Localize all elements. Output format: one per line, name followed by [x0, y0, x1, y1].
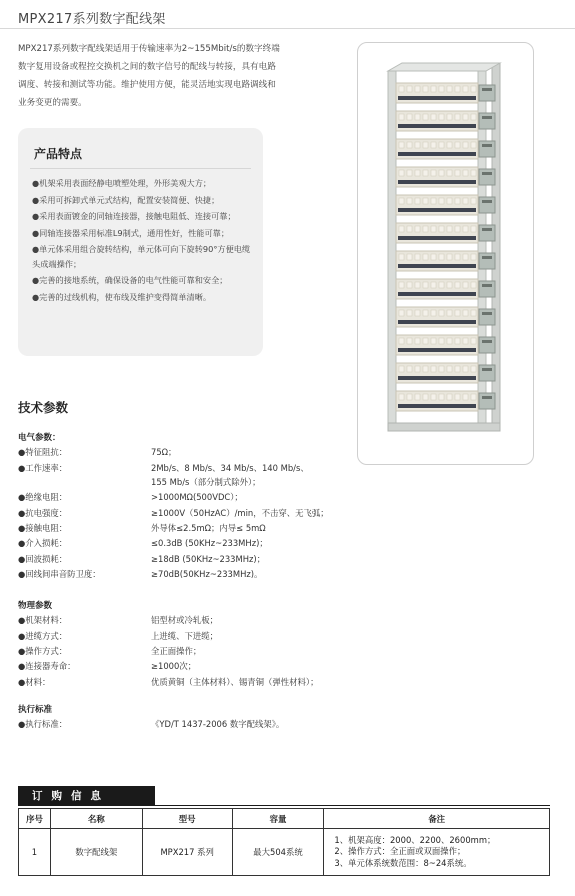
connector-slot [407, 86, 412, 92]
order-title-rule [155, 805, 550, 806]
connector-strip [398, 320, 476, 324]
column-header: 名称 [50, 809, 142, 829]
product-image-frame [357, 42, 534, 465]
connector-slot [463, 142, 468, 148]
connector-slot [455, 142, 460, 148]
connector-slot [471, 114, 476, 120]
table-header-row [19, 809, 550, 829]
rack-upright [388, 71, 396, 431]
remark-line: 1、机架高度：2000、2200、2600mm； [334, 834, 496, 845]
connector-strip [398, 348, 476, 352]
connector-slot [423, 338, 428, 344]
connector-slot [447, 254, 452, 260]
features-list [32, 176, 257, 306]
param-label: ●回线间串音防卫度： [18, 569, 101, 579]
connector-slot [415, 366, 420, 372]
connector-slot [455, 254, 460, 260]
param-value: ≥70dB(50KHz~233MHz)。 [151, 569, 263, 579]
cell-name: 数字配线架 [50, 829, 142, 876]
connector-slot [439, 114, 444, 120]
param-label: ●执行标准： [18, 719, 68, 729]
param-label: ●机架材料： [18, 615, 68, 625]
connector-slot [415, 282, 420, 288]
connector-slot [455, 86, 460, 92]
connector-slot [471, 394, 476, 400]
param-label: ●连接器寿命： [18, 661, 76, 671]
physical-params-heading: 物理参数 [18, 601, 53, 611]
intro-paragraph: MPX217系列数字配线架适用于传输速率为2~155Mbit/s的数字终端数字复用设备或程控交换机之间的数字信号的配线与转接，具有电路调度、转接和测试等功能。维护使用方便，能灵活地实现电路调线和业务变更的需要。 [18, 44, 280, 108]
connector-slot [463, 86, 468, 92]
order-table [18, 808, 550, 876]
side-module [479, 197, 495, 213]
side-module [479, 393, 495, 409]
connector-slot [439, 394, 444, 400]
features-panel [18, 128, 263, 356]
cell-model: MPX217 系列 [142, 829, 232, 876]
side-module-detail [482, 172, 492, 175]
param-value: 75Ω； [151, 447, 177, 457]
feature-item: ●完善的过线机构，使布线及维护变得简单清晰。 [32, 291, 212, 302]
connector-slot [423, 254, 428, 260]
connector-slot [471, 366, 476, 372]
order-info-title: 订购信息 [18, 786, 155, 806]
connector-slot [439, 226, 444, 232]
tech-params-title: 技术参数 [18, 400, 69, 415]
connector-slot [399, 86, 404, 92]
side-module [479, 337, 495, 353]
side-module-detail [482, 88, 492, 91]
rack-top [388, 63, 500, 71]
side-module [479, 225, 495, 241]
connector-slot [455, 226, 460, 232]
connector-slot [447, 198, 452, 204]
param-value: 155 Mb/s（部分制式除外）； [151, 477, 261, 487]
connector-slot [399, 394, 404, 400]
connector-slot [455, 338, 460, 344]
connector-slot [415, 142, 420, 148]
connector-slot [463, 282, 468, 288]
side-module [479, 309, 495, 325]
connector-slot [415, 86, 420, 92]
connector-slot [447, 282, 452, 288]
cell-index: 1 [19, 829, 51, 876]
side-module [479, 113, 495, 129]
param-value: 优质黄铜（主体材料）、锡青铜（弹性材料）； [151, 677, 319, 687]
param-value: ≥1000V（50HzAC）/min，不击穿、无飞弧； [151, 508, 329, 518]
connector-strip [398, 180, 476, 184]
connector-slot [399, 254, 404, 260]
connector-slot [439, 310, 444, 316]
connector-slot [447, 114, 452, 120]
column-header: 型号 [142, 809, 232, 829]
side-module-detail [482, 284, 492, 287]
connector-slot [399, 338, 404, 344]
connector-slot [407, 394, 412, 400]
side-module [479, 141, 495, 157]
connector-slot [471, 142, 476, 148]
connector-slot [463, 338, 468, 344]
feature-item: ●同轴连接器采用标准L9制式，通用性好，性能可靠； [32, 227, 230, 238]
electrical-params-heading: 电气参数： [18, 433, 61, 443]
connector-slot [399, 366, 404, 372]
connector-slot [415, 170, 420, 176]
connector-slot [431, 86, 436, 92]
connector-slot [439, 86, 444, 92]
connector-slot [447, 394, 452, 400]
connector-slot [399, 170, 404, 176]
feature-item: ●单元体采用组合旋转结构，单元体可向下旋转90°方便电缆头成端操作； [32, 244, 251, 269]
param-label: ●工作速率： [18, 463, 68, 473]
param-value: ≥1000次； [151, 661, 197, 671]
connector-slot [463, 366, 468, 372]
connector-slot [431, 366, 436, 372]
connector-slot [471, 338, 476, 344]
connector-slot [423, 86, 428, 92]
connector-slot [431, 394, 436, 400]
connector-slot [447, 142, 452, 148]
title-divider [0, 28, 575, 29]
side-module-detail [482, 228, 492, 231]
connector-slot [455, 170, 460, 176]
table-row [19, 829, 550, 876]
connector-slot [471, 282, 476, 288]
connector-slot [407, 226, 412, 232]
side-module-detail [482, 396, 492, 399]
connector-slot [399, 198, 404, 204]
column-header: 容量 [232, 809, 324, 829]
side-module [479, 365, 495, 381]
param-value: 全正面操作； [151, 646, 202, 656]
connector-slot [431, 226, 436, 232]
connector-slot [431, 338, 436, 344]
connector-slot [471, 310, 476, 316]
connector-strip [398, 376, 476, 380]
standard-heading: 执行标准 [18, 705, 53, 715]
connector-slot [447, 338, 452, 344]
connector-strip [398, 124, 476, 128]
connector-slot [431, 170, 436, 176]
side-module [479, 85, 495, 101]
connector-slot [407, 338, 412, 344]
connector-strip [398, 404, 476, 408]
connector-slot [455, 310, 460, 316]
param-value: 外导体≤2.5mΩ；内导≤ 5mΩ [151, 523, 266, 533]
connector-slot [407, 366, 412, 372]
side-module [479, 253, 495, 269]
param-value: ≥18dB (50KHz~233MHz)； [151, 554, 266, 564]
connector-slot [423, 170, 428, 176]
connector-slot [463, 226, 468, 232]
connector-slot [471, 86, 476, 92]
connector-slot [439, 338, 444, 344]
param-label: ●接触电阻： [18, 523, 68, 533]
side-module [479, 281, 495, 297]
connector-slot [415, 114, 420, 120]
connector-slot [415, 226, 420, 232]
column-header: 序号 [19, 809, 51, 829]
connector-slot [423, 198, 428, 204]
param-label: ●抗电强度： [18, 508, 68, 518]
feature-item: ●机架采用表面经静电喷塑处理，外形美观大方； [32, 178, 212, 188]
connector-slot [423, 142, 428, 148]
feature-item: ●采用可拆卸式单元式结构，配置安装简便、快捷； [32, 194, 220, 205]
connector-slot [431, 310, 436, 316]
connector-slot [439, 198, 444, 204]
cell-capacity: 最大504系统 [232, 829, 324, 876]
connector-slot [407, 142, 412, 148]
connector-slot [463, 114, 468, 120]
connector-slot [399, 142, 404, 148]
connector-slot [423, 310, 428, 316]
param-value: 《YD/T 1437-2006 数字配线架》。 [151, 719, 285, 729]
param-label: ●操作方式： [18, 646, 68, 656]
connector-slot [447, 226, 452, 232]
connector-strip [398, 264, 476, 268]
page-title: MPX217系列数字配线架 [18, 12, 166, 27]
connector-slot [463, 254, 468, 260]
distribution-frame-rack-image [358, 43, 533, 464]
connector-slot [407, 254, 412, 260]
connector-slot [439, 142, 444, 148]
connector-strip [398, 292, 476, 296]
connector-slot [415, 254, 420, 260]
connector-slot [471, 254, 476, 260]
connector-strip [398, 152, 476, 156]
param-label: ●绝缘电阻： [18, 492, 68, 502]
side-module-detail [482, 368, 492, 371]
connector-slot [463, 394, 468, 400]
connector-slot [439, 254, 444, 260]
connector-slot [447, 366, 452, 372]
connector-slot [439, 282, 444, 288]
param-value: >1000MΩ(500VDC）； [151, 492, 243, 502]
feature-item: ●完善的接地系统，确保设备的电气性能可靠和安全； [32, 275, 228, 285]
connector-slot [439, 366, 444, 372]
connector-slot [423, 226, 428, 232]
connector-slot [415, 394, 420, 400]
param-label: ●回波损耗： [18, 554, 68, 564]
connector-slot [415, 198, 420, 204]
connector-slot [415, 338, 420, 344]
side-module-detail [482, 340, 492, 343]
connector-slot [463, 310, 468, 316]
connector-strip [398, 236, 476, 240]
features-title: 产品特点 [34, 147, 83, 161]
connector-slot [431, 254, 436, 260]
connector-slot [407, 282, 412, 288]
connector-slot [407, 170, 412, 176]
connector-slot [399, 114, 404, 120]
connector-slot [455, 366, 460, 372]
connector-slot [423, 366, 428, 372]
param-label: ●介入损耗： [18, 538, 68, 548]
connector-strip [398, 208, 476, 212]
connector-slot [399, 282, 404, 288]
connector-slot [471, 170, 476, 176]
connector-slot [431, 282, 436, 288]
connector-slot [407, 114, 412, 120]
param-label: ●特征阻抗： [18, 447, 68, 457]
side-module-detail [482, 144, 492, 147]
connector-slot [431, 142, 436, 148]
param-label: ●进缆方式： [18, 631, 68, 641]
param-value: ≤0.3dB (50KHz~233MHz)； [151, 538, 268, 548]
feature-item: ●采用表面镀金的同轴连接器，接触电阻低、连接可靠； [32, 211, 236, 221]
side-module-detail [482, 116, 492, 119]
side-module-detail [482, 256, 492, 259]
connector-slot [455, 198, 460, 204]
side-module-detail [482, 200, 492, 203]
connector-slot [463, 170, 468, 176]
connector-slot [431, 198, 436, 204]
connector-slot [447, 310, 452, 316]
param-value: 铝型材或冷轧板； [151, 615, 218, 625]
connector-strip [398, 96, 476, 100]
connector-slot [471, 198, 476, 204]
param-value: 上进缆、下进缆； [151, 631, 218, 641]
connector-slot [407, 310, 412, 316]
connector-slot [447, 86, 452, 92]
param-label: ●材料： [18, 677, 51, 687]
connector-slot [439, 170, 444, 176]
connector-slot [471, 226, 476, 232]
connector-slot [423, 114, 428, 120]
side-module [479, 169, 495, 185]
connector-slot [455, 114, 460, 120]
connector-slot [423, 282, 428, 288]
connector-slot [399, 310, 404, 316]
side-module-detail [482, 312, 492, 315]
connector-slot [455, 394, 460, 400]
param-value: 2Mb/s、8 Mb/s、34 Mb/s、140 Mb/s、 [151, 463, 309, 473]
connector-slot [423, 394, 428, 400]
connector-slot [447, 170, 452, 176]
connector-slot [431, 114, 436, 120]
connector-slot [455, 282, 460, 288]
cell-remarks [324, 829, 550, 876]
features-divider [30, 168, 251, 169]
rack-base [388, 423, 500, 431]
remark-line: 2、操作方式：全正面或双面操作； [334, 846, 466, 857]
connector-slot [415, 310, 420, 316]
connector-slot [399, 226, 404, 232]
remark-line: 3、单元体系统数范围：8~24系统。 [334, 857, 472, 868]
column-header: 备注 [324, 809, 550, 829]
connector-slot [463, 198, 468, 204]
connector-slot [407, 198, 412, 204]
